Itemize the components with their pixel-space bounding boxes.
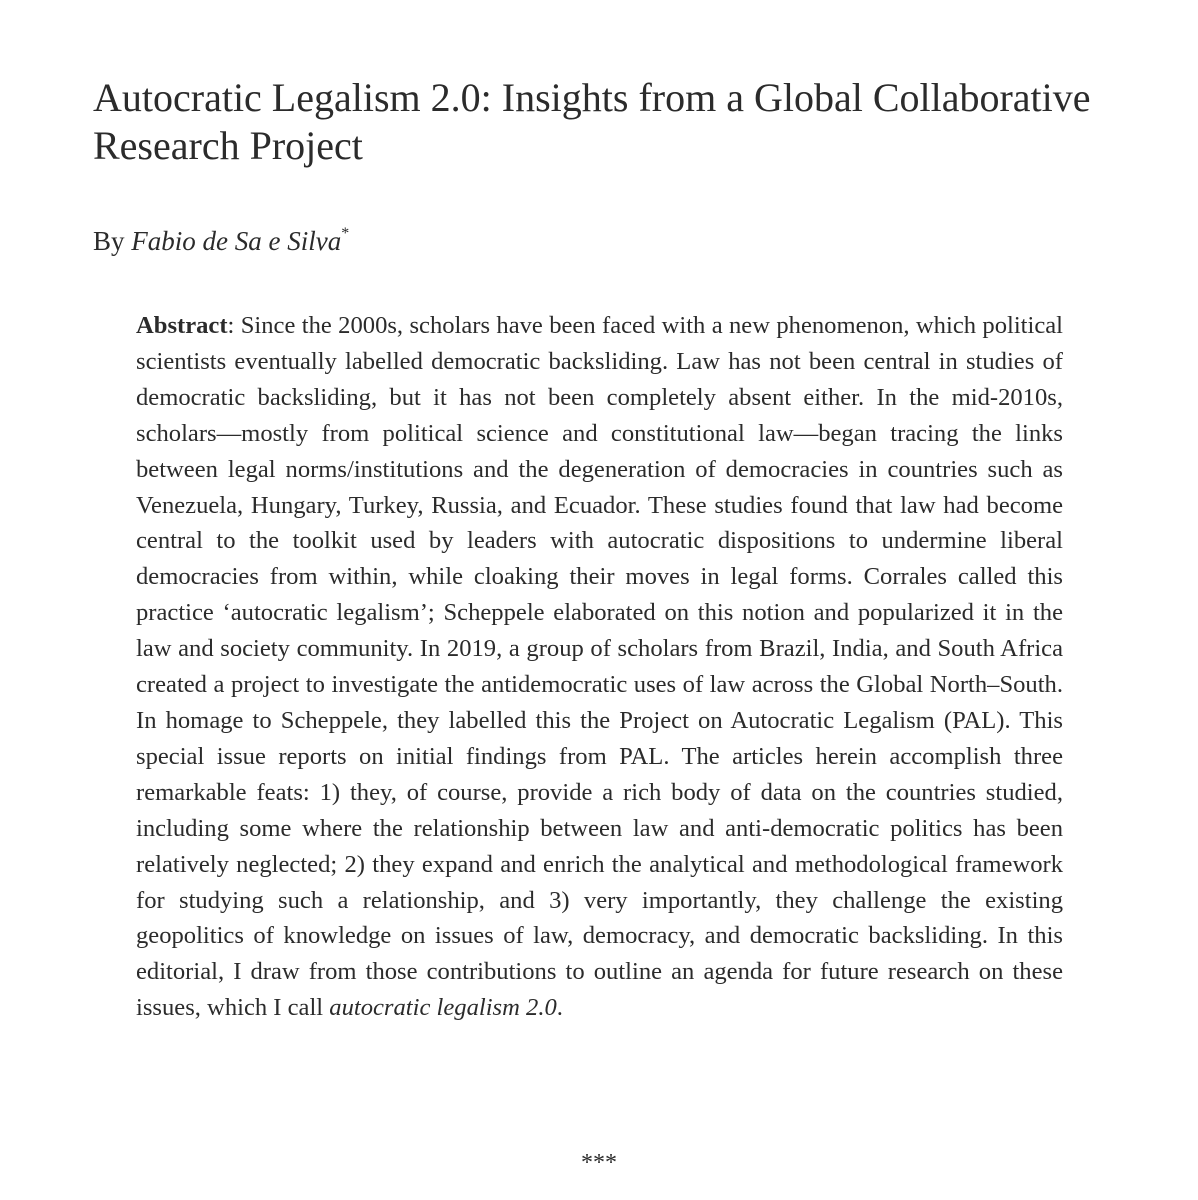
paper-title: Autocratic Legalism 2.0: Insights from a Global Collaborative Research Project: [93, 75, 1091, 168]
abstract-emphasis: autocratic legalism 2.0: [329, 994, 557, 1022]
section-separator: ***: [581, 1150, 617, 1176]
byline-prefix: By: [93, 226, 132, 256]
abstract-body: : Since the 2000s, scholars have been faced with a new phenomenon, which political scientists eventually labelled democratic backsliding. Law has not been central in studies of democratic backsliding, but it has not been completely absent either. In the mid-2010s, scholars—mostly from political science and constitutional law—began tracing the links between legal norms/institutions and the degeneration of democracies in countries such as Venezuela, Hungary, Turkey, Russia, and Ecuador. These studies found that law had become central to the toolkit used by leaders with autocratic dispositions to undermine liberal democracies from within, while cloaking their moves in legal forms. Corrales called this practice ‘autocratic legalism’; Scheppele elaborated on this notion and popularized it in the law and society community. In 2019, a group of scholars from Brazil, India, and South Africa created a project to investigate the antidemocratic uses of law across the Global North–South. In homage to Scheppele, they labelled this the Project on Autocratic Legalism (PAL). This special issue reports on initial findings from PAL. The articles herein accomplish three remarkable feats: 1) they, of course, provide a rich body of data on the countries studied, including some where the relationship between law and anti-democratic politics has been relatively neglected; 2) they expand and enrich the analytical and methodological framework for studying such a relationship, and 3) very importantly, they challenge the existing geopolitics of knowledge on issues of law, democracy, and democratic backsliding. In this editorial, I draw from those contributions to outline an agenda for future research on these issues, which I call: [136, 312, 1063, 1022]
byline: [93, 223, 349, 259]
abstract-label: Abstract: [136, 312, 228, 339]
author-name: Fabio de Sa e Silva: [131, 226, 342, 256]
abstract: [136, 308, 1063, 1026]
author-footnote-mark[interactable]: *: [341, 225, 350, 242]
abstract-end: .: [556, 994, 563, 1022]
